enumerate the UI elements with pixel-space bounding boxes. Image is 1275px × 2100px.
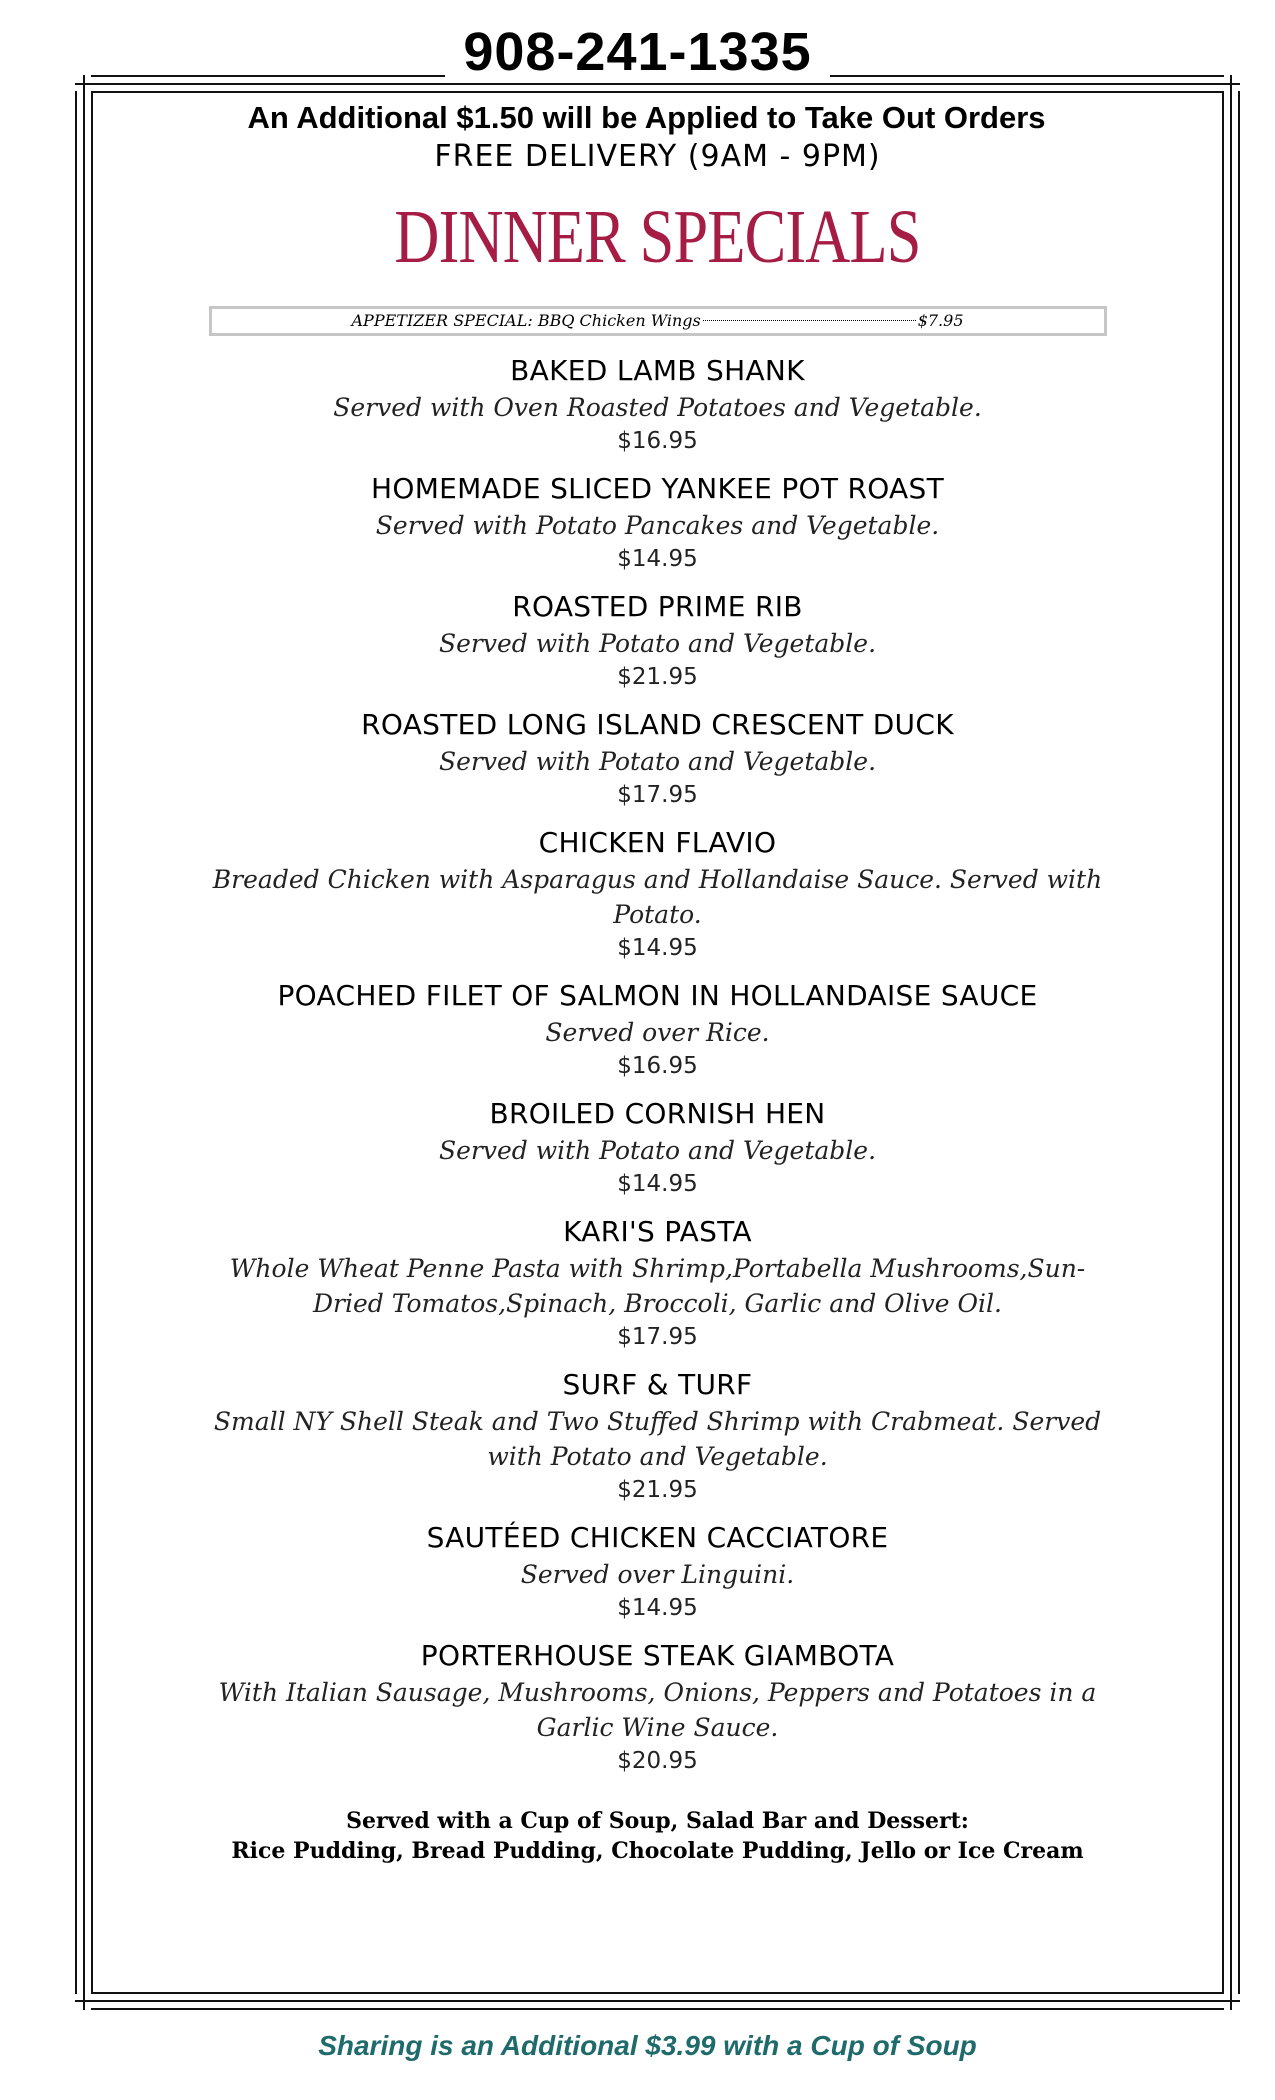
- menu-item-price: $17.95: [617, 782, 698, 808]
- menu-item-name: BAKED LAMB SHANK: [510, 354, 805, 387]
- menu-item-price: $14.95: [617, 935, 698, 961]
- menu-item-name: SAUTÉED CHICKEN CACCIATORE: [426, 1521, 889, 1554]
- menu-item-description: Breaded Chicken with Asparagus and Hollandaise Sauce. Served with Potato.: [212, 865, 1103, 929]
- menu-item-name: CHICKEN FLAVIO: [538, 826, 777, 859]
- menu-item: [95, 977, 1220, 1083]
- leader-dots: [703, 320, 916, 321]
- menu-item-description: Served with Potato and Vegetable.: [438, 629, 877, 658]
- included-line-1: Served with a Cup of Soup, Salad Bar and Dessert:: [346, 1808, 969, 1834]
- appetizer-special-box: [209, 306, 1107, 336]
- menu-item-description: Served with Potato and Vegetable.: [438, 747, 877, 776]
- menu-item: [95, 470, 1220, 576]
- menu-item-description: Served with Potato and Vegetable.: [438, 1136, 877, 1165]
- menu-item-name: POACHED FILET OF SALMON IN HOLLANDAISE SAUCE: [277, 979, 1038, 1012]
- appetizer-price: $7.95: [917, 311, 964, 330]
- menu-item: [95, 824, 1220, 965]
- page-title: DINNER SPECIALS: [394, 195, 921, 279]
- menu-item: [95, 1213, 1220, 1354]
- menu-items-list: [95, 352, 1220, 1778]
- menu-item-name: SURF & TURF: [562, 1368, 753, 1401]
- menu-item-price: $17.95: [617, 1324, 698, 1350]
- frame-corner-bottom-right: [1224, 1994, 1246, 2016]
- menu-item-price: $20.95: [617, 1748, 698, 1774]
- frame-corner-bottom-left: [69, 1994, 91, 2016]
- delivery-notice: FREE DELIVERY (9AM - 9PM): [434, 139, 881, 174]
- menu-item-price: $14.95: [617, 1171, 698, 1197]
- menu-item-name: ROASTED LONG ISLAND CRESCENT DUCK: [361, 708, 954, 741]
- menu-item-price: $14.95: [617, 546, 698, 572]
- menu-item-description: Served over Linguini.: [520, 1560, 795, 1589]
- menu-item-description: Small NY Shell Steak and Two Stuffed Shrimp with Crabmeat. Served with Potato and Vegetable.: [213, 1407, 1102, 1471]
- takeout-notice: An Additional $1.50 will be Applied to Take Out Orders: [247, 100, 1046, 135]
- menu-item: [95, 1519, 1220, 1625]
- appetizer-label: APPETIZER SPECIAL: BBQ Chicken Wings: [351, 311, 701, 330]
- phone-number-text: 908-241-1335: [445, 22, 829, 82]
- menu-item-name: HOMEMADE SLICED YANKEE POT ROAST: [371, 472, 944, 505]
- menu-item: [95, 1366, 1220, 1507]
- menu-item-name: BROILED CORNISH HEN: [489, 1097, 826, 1130]
- menu-item-price: $14.95: [617, 1595, 698, 1621]
- menu-item-price: $16.95: [617, 1053, 698, 1079]
- menu-content: [95, 95, 1220, 1866]
- menu-item: [95, 1637, 1220, 1778]
- menu-item-description: With Italian Sausage, Mushrooms, Onions, Peppers and Potatoes in a Garlic Wine Sauce.: [218, 1678, 1097, 1742]
- dessert-options-line: Rice Pudding, Bread Pudding, Chocolate Pudding, Jello or Ice Cream: [231, 1838, 1084, 1864]
- menu-item-description: Served over Rice.: [545, 1018, 770, 1047]
- menu-item-description: Whole Wheat Penne Pasta with Shrimp,Portabella Mushrooms,Sun-Dried Tomatos,Spinach, Broccoli, Garlic and Olive Oil.: [229, 1254, 1086, 1318]
- menu-item-description: Served with Oven Roasted Potatoes and Vegetable.: [333, 393, 982, 422]
- menu-item: [95, 706, 1220, 812]
- menu-item: [95, 588, 1220, 694]
- menu-item: [95, 1095, 1220, 1201]
- included-with-dinner-note: [95, 1806, 1220, 1866]
- menu-item-price: $16.95: [617, 428, 698, 454]
- phone-number: [0, 22, 1275, 82]
- menu-item-name: ROASTED PRIME RIB: [512, 590, 803, 623]
- menu-item-price: $21.95: [617, 1477, 698, 1503]
- menu-item-name: PORTERHOUSE STEAK GIAMBOTA: [420, 1639, 895, 1672]
- menu-item: [95, 352, 1220, 458]
- menu-item-description: Served with Potato Pancakes and Vegetable.: [375, 511, 940, 540]
- menu-item-price: $21.95: [617, 664, 698, 690]
- menu-item-name: KARI'S PASTA: [563, 1215, 752, 1248]
- sharing-charge-note: Sharing is an Additional $3.99 with a Cup of Soup: [318, 2030, 977, 2061]
